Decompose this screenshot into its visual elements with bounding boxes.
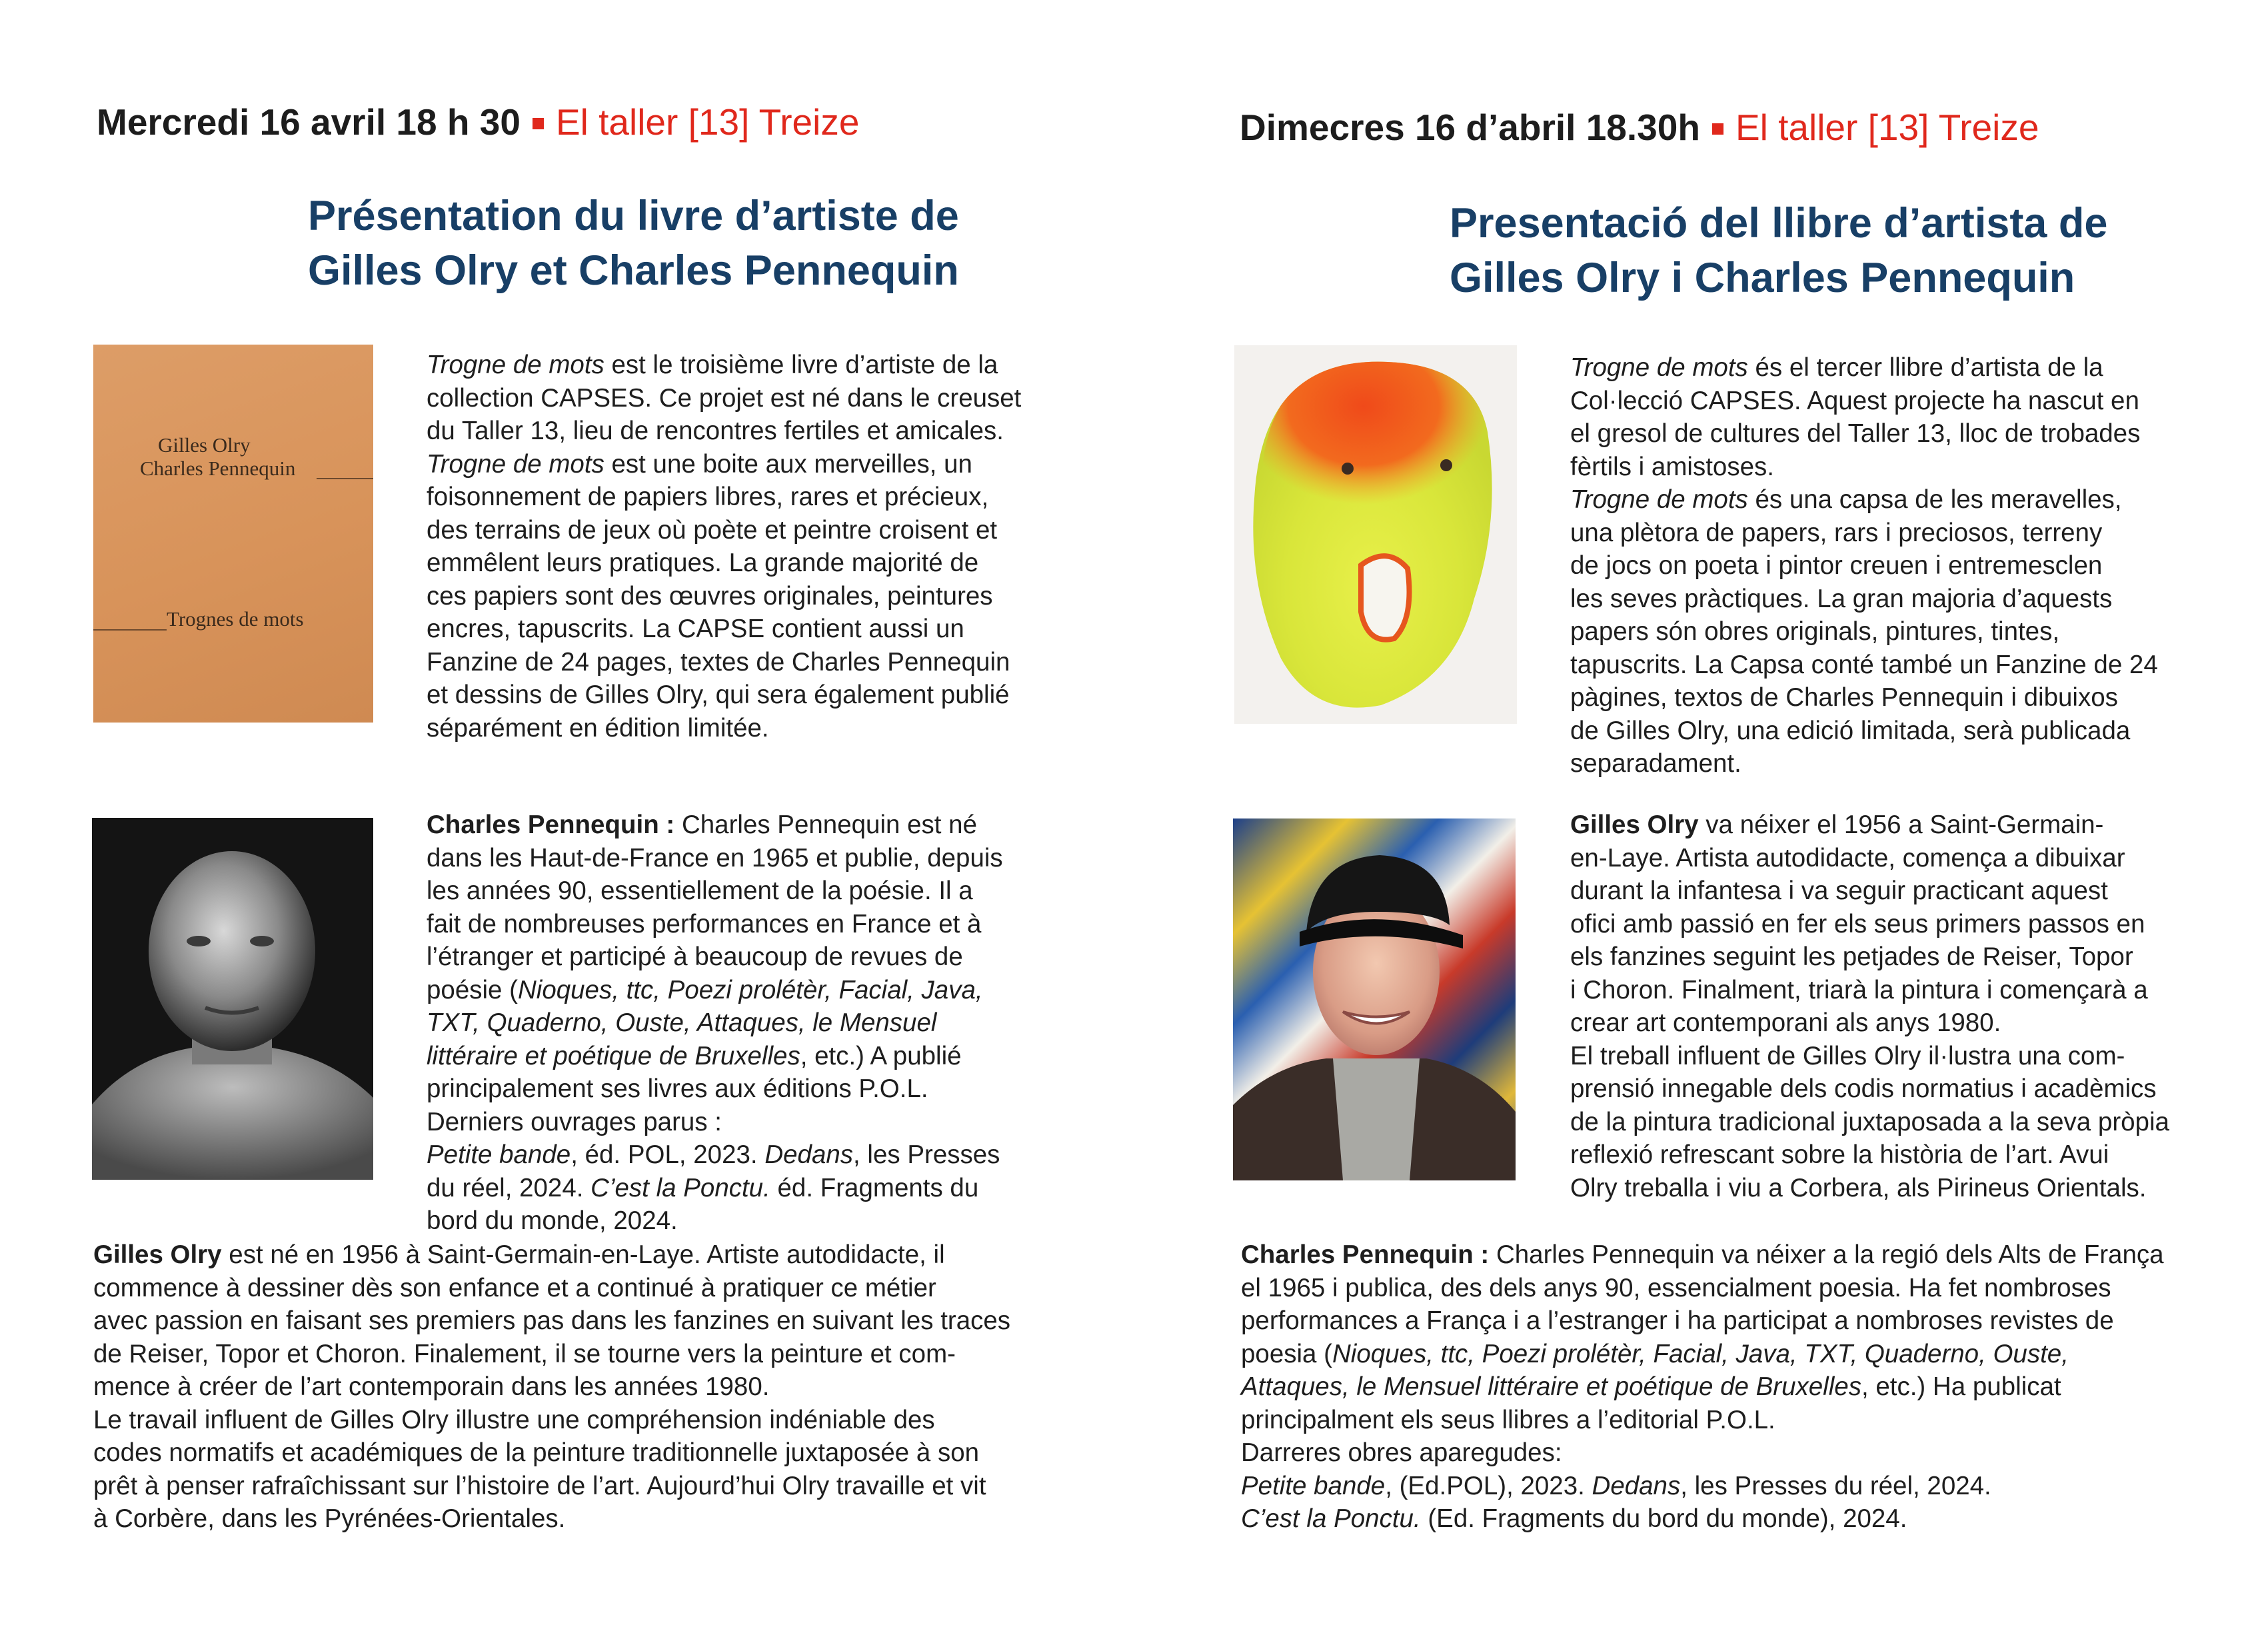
text-segment: fait de nombreuses performances en France et à xyxy=(427,909,982,938)
text-segment: mence à créer de l’art contemporain dans les années 1980. xyxy=(93,1372,770,1401)
text-line xyxy=(1570,1006,2169,1040)
text-segment: avec passion en faisant ses premiers pas dans les fanzines en suivant les traces xyxy=(93,1306,1011,1335)
text-line xyxy=(1241,1238,2164,1272)
text-line xyxy=(1570,842,2169,875)
text-segment: est le troisième livre d’artiste de la xyxy=(604,351,998,379)
portrait-photo xyxy=(92,818,373,1180)
text-segment: Darreres obres aparegudes: xyxy=(1241,1438,1562,1467)
intro-text xyxy=(1570,351,2158,781)
text-segment: collection CAPSES. Ce projet est né dans le creuset xyxy=(427,383,1022,413)
text-segment: Derniers ouvrages parus : xyxy=(427,1107,722,1136)
text-line xyxy=(1570,549,2158,583)
text-segment: , etc.) A publié xyxy=(800,1041,962,1070)
page-title xyxy=(1450,196,2176,305)
text-segment: , éd. POL, 2023. xyxy=(570,1140,765,1169)
text-line xyxy=(427,1138,1003,1172)
text-segment: des terrains de jeux où poète et peintre croisent et xyxy=(427,515,998,545)
red-square-icon xyxy=(533,118,544,129)
text-segment: de jocs on poeta i pintor creuen i entremesclen xyxy=(1570,551,2103,580)
title-line: Presentació del llibre d’artista de xyxy=(1450,200,2108,247)
book-cover-image xyxy=(93,345,373,723)
text-segment: Col·lecció CAPSES. Aquest projecte ha nascut en xyxy=(1570,386,2139,415)
text-line xyxy=(1570,451,2158,484)
text-segment: (Ed. Fragments du bord du monde), 2024. xyxy=(1420,1504,1907,1533)
text-segment: séparément en édition limitée. xyxy=(427,713,769,743)
text-line xyxy=(1570,483,2158,517)
text-line xyxy=(1570,351,2158,385)
text-line xyxy=(93,1304,1010,1338)
text-line xyxy=(1570,1172,2169,1205)
text-segment: ofici amb passió en fer els seus primers passos en xyxy=(1570,909,2145,938)
italic-text: Dedans xyxy=(764,1140,854,1169)
text-segment: et dessins de Gilles Olry, qui sera également publié xyxy=(427,681,1010,709)
text-segment: en-Laye. Artista autodidacte, comença a dibuixar xyxy=(1570,843,2125,872)
text-segment: , (Ed.POL), 2023. xyxy=(1385,1471,1592,1500)
text-line xyxy=(427,974,1003,1007)
text-segment: separadament. xyxy=(1570,749,1741,778)
text-line xyxy=(1570,1106,2169,1139)
event-venue: El taller [13] Treize xyxy=(1735,107,2039,148)
red-square-icon xyxy=(1712,123,1723,135)
text-line xyxy=(1570,974,2169,1007)
text-segment: reflexió refrescant sobre la història de l’art. Avui xyxy=(1570,1140,2109,1169)
text-line xyxy=(93,1436,1010,1470)
painted-face-illustration xyxy=(1234,345,1517,724)
cover-rule xyxy=(317,478,373,479)
text-line xyxy=(1570,649,2158,682)
text-line xyxy=(1241,1502,2164,1536)
text-line xyxy=(1570,517,2158,550)
text-line xyxy=(1570,908,2169,941)
bold-name: Gilles Olry xyxy=(93,1240,222,1269)
italic-text: Attaques, le Mensuel littéraire et poétique de Bruxelles xyxy=(1241,1372,1861,1401)
text-line xyxy=(93,1272,1010,1305)
event-header xyxy=(97,99,859,145)
text-line xyxy=(1241,1304,2164,1338)
italic-text: TXT, Quaderno, Ouste, Attaques, le Mensuel xyxy=(427,1008,937,1037)
italic-text: Trogne de mots xyxy=(1570,485,1748,514)
book-cover-title: Trognes de mots xyxy=(167,607,304,631)
pennequin-bio xyxy=(427,809,1003,1238)
text-segment: principalment els seus llibres a l’editorial P.O.L. xyxy=(1241,1405,1775,1434)
title-line: Gilles Olry et Charles Pennequin xyxy=(308,247,959,294)
text-line xyxy=(427,1106,1003,1139)
text-line xyxy=(427,646,1021,679)
text-line xyxy=(427,481,1021,514)
text-segment: poesia ( xyxy=(1241,1339,1332,1368)
text-segment: Fanzine de 24 pages, textes de Charles Pennequin xyxy=(427,647,1010,677)
text-segment: à Corbère, dans les Pyrénées-Orientales. xyxy=(93,1504,566,1533)
italic-text: Petite bande xyxy=(427,1140,571,1169)
text-segment: emmêlent leurs pratiques. La grande majorité de xyxy=(427,549,979,577)
pennequin-bio xyxy=(1241,1238,2164,1536)
text-segment: crear art contemporani als anys 1980. xyxy=(1570,1008,2001,1037)
text-segment: el gresol de cultures del Taller 13, lloc de trobades xyxy=(1570,419,2141,448)
italic-text: Dedans xyxy=(1592,1471,1681,1500)
bold-name: Gilles Olry xyxy=(1570,811,1699,839)
text-line xyxy=(1570,417,2158,451)
text-segment: tapuscrits. La Capsa conté també un Fanzine de 24 xyxy=(1570,650,2158,679)
portrait-illustration xyxy=(1233,818,1516,1180)
text-segment: les années 90, essentiellement de la poésie. Il a xyxy=(427,876,973,905)
italic-text: Trogne de mots xyxy=(427,351,604,379)
text-line xyxy=(93,1370,1010,1404)
text-line xyxy=(427,514,1021,547)
text-segment: bord du monde, 2024. xyxy=(427,1206,678,1235)
text-segment: du Taller 13, lieu de rencontres fertiles et amicales. xyxy=(427,417,1004,445)
text-segment: i Choron. Finalment, triarà la pintura i començarà a xyxy=(1570,975,2148,1004)
bold-name: Charles Pennequin : xyxy=(427,811,675,839)
book-cover-author: Gilles Olry xyxy=(158,433,251,457)
text-line xyxy=(427,580,1021,613)
event-date: Mercredi 16 avril 18 h 30 xyxy=(97,101,521,143)
portrait-photo xyxy=(1233,818,1516,1180)
text-line xyxy=(1241,1404,2164,1437)
text-line xyxy=(93,1338,1010,1371)
text-segment: Olry treballa i viu a Corbera, als Pirineus Orientals. xyxy=(1570,1173,2147,1202)
text-line xyxy=(427,1172,1003,1205)
text-segment: ces papiers sont des œuvres originales, peintures xyxy=(427,581,993,611)
italic-text: Nioques, ttc, Poezi prolétèr, Facial, Java, TXT, Quaderno, Ouste, xyxy=(1332,1339,2069,1368)
artwork-painting-image xyxy=(1234,345,1517,724)
text-segment: és el tercer llibre d’artista de la xyxy=(1747,353,2103,382)
book-cover-author: Charles Pennequin xyxy=(140,457,296,480)
text-line xyxy=(427,349,1021,382)
text-line xyxy=(1241,1436,2164,1470)
italic-text: Trogne de mots xyxy=(427,449,604,479)
text-line xyxy=(1241,1470,2164,1503)
text-segment: poésie ( xyxy=(427,975,518,1004)
italic-text: C’est la Ponctu. xyxy=(1241,1504,1421,1533)
text-line xyxy=(1570,583,2158,616)
text-segment: de la pintura tradicional juxtaposada a la seva pròpia xyxy=(1570,1107,2169,1136)
text-line xyxy=(93,1404,1010,1437)
event-venue: El taller [13] Treize xyxy=(555,101,860,143)
text-line xyxy=(427,1204,1003,1238)
text-segment: El treball influent de Gilles Olry il·lustra una com- xyxy=(1570,1041,2125,1070)
olry-bio xyxy=(1570,809,2169,1204)
text-segment: éd. Fragments du xyxy=(770,1173,979,1202)
text-line xyxy=(427,712,1021,745)
text-segment: de Reiser, Topor et Choron. Finalement, il se tourne vers la peinture et com- xyxy=(93,1339,956,1368)
text-segment: l’étranger et participé à beaucoup de revues de xyxy=(427,942,963,971)
text-line xyxy=(427,448,1021,481)
text-segment: est une boite aux merveilles, un xyxy=(604,449,972,479)
title-line: Gilles Olry i Charles Pennequin xyxy=(1450,255,2075,301)
text-segment: principalement ses livres aux éditions P.O.L. xyxy=(427,1074,928,1103)
text-segment: performances a França i a l’estranger i ha participat a nombroses revistes de xyxy=(1241,1306,2114,1335)
event-date: Dimecres 16 d’abril 18.30h xyxy=(1240,107,1700,148)
text-line xyxy=(427,908,1003,941)
text-segment: prensió innegable dels codis normatius i acadèmics xyxy=(1570,1074,2157,1103)
text-segment: prêt à penser rafraîchissant sur l’histoire de l’art. Aujourd’hui Olry travaille et vit xyxy=(93,1471,986,1500)
text-line xyxy=(1570,1138,2169,1172)
intro-text xyxy=(427,349,1021,745)
text-segment: fèrtils i amistoses. xyxy=(1570,452,1774,481)
text-line xyxy=(427,1072,1003,1106)
text-line xyxy=(93,1238,1010,1272)
text-line xyxy=(1570,747,2158,781)
text-segment: de Gilles Olry, una edició limitada, serà publicada xyxy=(1570,716,2131,745)
text-line xyxy=(427,679,1021,712)
text-segment: Le travail influent de Gilles Olry illustre une compréhension indéniable des xyxy=(93,1405,935,1434)
cover-rule xyxy=(93,629,167,631)
text-line xyxy=(93,1470,1010,1503)
text-segment: est né en 1956 à Saint-Germain-en-Laye. Artiste autodidacte, il xyxy=(221,1240,945,1269)
text-segment: va néixer el 1956 a Saint-Germain- xyxy=(1698,811,2104,839)
italic-text: littéraire et poétique de Bruxelles xyxy=(427,1041,800,1070)
text-segment: durant la infantesa i va seguir practicant aquest xyxy=(1570,876,2108,905)
page-title xyxy=(308,189,1028,298)
text-segment: encres, tapuscrits. La CAPSE contient aussi un xyxy=(427,615,964,643)
text-line xyxy=(427,547,1021,580)
text-segment: commence à dessiner dès son enfance et a continué à pratiquer ce métier xyxy=(93,1273,936,1302)
text-line xyxy=(427,382,1021,415)
text-line xyxy=(1570,615,2158,649)
italic-text: Petite bande xyxy=(1241,1471,1386,1500)
text-segment: Charles Pennequin est né xyxy=(674,811,977,839)
text-line xyxy=(1570,715,2158,748)
text-line xyxy=(427,809,1003,842)
text-line xyxy=(427,842,1003,875)
text-line xyxy=(427,415,1021,448)
text-line xyxy=(427,613,1021,646)
text-line xyxy=(1570,385,2158,418)
text-line xyxy=(427,1006,1003,1040)
text-segment: una plètora de papers, rars i preciosos, terreny xyxy=(1570,518,2103,547)
event-header xyxy=(1240,104,2039,151)
text-line xyxy=(1241,1272,2164,1305)
text-segment: els fanzines seguint les petjades de Reiser, Topor xyxy=(1570,942,2133,971)
italic-text: Trogne de mots xyxy=(1570,353,1748,382)
text-line xyxy=(1570,1040,2169,1073)
text-segment: les seves pràctiques. La gran majoria d’aquests xyxy=(1570,584,2113,613)
text-line xyxy=(427,940,1003,974)
text-line xyxy=(1570,940,2169,974)
text-line xyxy=(1241,1370,2164,1404)
text-segment: Charles Pennequin va néixer a la regió dels Alts de França xyxy=(1489,1240,2164,1269)
italic-text: C’est la Ponctu. xyxy=(590,1173,770,1202)
text-segment: el 1965 i publica, des dels anys 90, essencialment poesia. Ha fet nombroses xyxy=(1241,1273,2111,1302)
text-segment: foisonnement de papiers libres, rares et précieux, xyxy=(427,483,989,511)
text-line xyxy=(93,1502,1010,1536)
text-segment: , les Presses du réel, 2024. xyxy=(1680,1471,1991,1500)
text-segment: és una capsa de les meravelles, xyxy=(1747,485,2122,514)
text-line xyxy=(1570,809,2169,842)
text-line xyxy=(1570,681,2158,715)
text-line xyxy=(427,874,1003,908)
text-line xyxy=(1570,874,2169,908)
text-segment: du réel, 2024. xyxy=(427,1173,591,1202)
text-segment: codes normatifs et académiques de la peinture traditionnelle juxtaposée à son xyxy=(93,1438,980,1467)
text-line xyxy=(427,1040,1003,1073)
text-line xyxy=(1241,1338,2164,1371)
bold-name: Charles Pennequin : xyxy=(1241,1240,1490,1269)
title-line: Présentation du livre d’artiste de xyxy=(308,193,959,239)
text-segment: , etc.) Ha publicat xyxy=(1861,1372,2061,1401)
text-segment: , les Presses xyxy=(853,1140,1000,1169)
italic-text: Nioques, ttc, Poezi prolétèr, Facial, Java, xyxy=(517,975,983,1004)
text-segment: dans les Haut-de-France en 1965 et publie, depuis xyxy=(427,843,1003,872)
text-segment: papers són obres originals, pintures, tintes, xyxy=(1570,617,2060,646)
olry-bio xyxy=(93,1238,1010,1536)
text-line xyxy=(1570,1072,2169,1106)
text-segment: pàgines, textos de Charles Pennequin i dibuixos xyxy=(1570,683,2118,712)
portrait-illustration xyxy=(92,818,373,1180)
